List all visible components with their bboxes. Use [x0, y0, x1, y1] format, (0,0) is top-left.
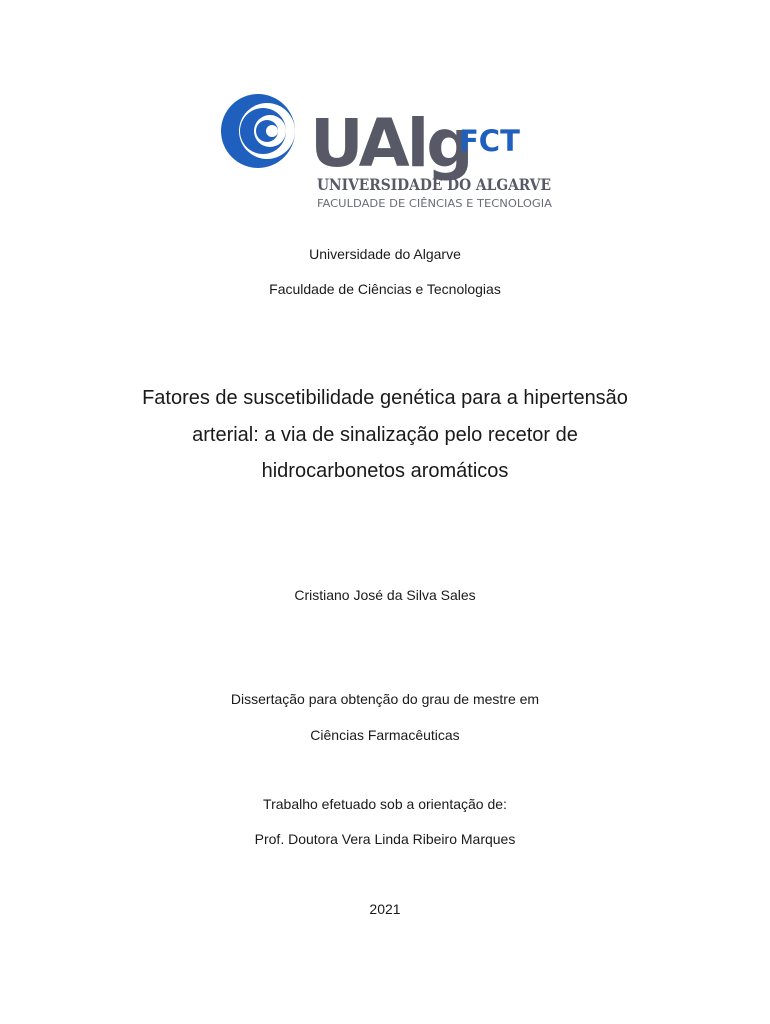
- spiral-emblem-icon: [221, 94, 295, 168]
- year: 2021: [369, 901, 401, 917]
- thesis-title-line-2: arterial: a via de sinalização pelo recetor de: [192, 424, 578, 446]
- degree-statement: Dissertação para obtenção do grau de mestre em: [230, 691, 540, 707]
- ualg-fct-logo-graphic: [216, 93, 561, 218]
- university-name: Universidade do Algarve: [309, 246, 461, 262]
- thesis-title-line-1: Fatores de suscetibilidade genética para a hipertensão: [142, 387, 628, 409]
- supervisor-name: Prof. Doutora Vera Linda Ribeiro Marques: [254, 831, 516, 847]
- thesis-title-line-3: hidrocarbonetos aromáticos: [261, 460, 509, 482]
- logo-acronym: FCT: [459, 124, 520, 158]
- logo-university-name: UNIVERSIDADE DO ALGARVE: [317, 175, 551, 194]
- logo-wordmark: UAlg: [310, 105, 471, 182]
- degree-program: Ciências Farmacêuticas: [310, 727, 460, 743]
- faculty-name: Faculdade de Ciências e Tecnologias: [269, 281, 501, 297]
- university-logo: [216, 93, 561, 218]
- supervision-label: Trabalho efetuado sob a orientação de:: [263, 796, 507, 812]
- logo-faculty-name: FACULDADE DE CIÊNCIAS E TECNOLOGIA: [317, 198, 535, 210]
- author-name: Cristiano José da Silva Sales: [294, 587, 476, 603]
